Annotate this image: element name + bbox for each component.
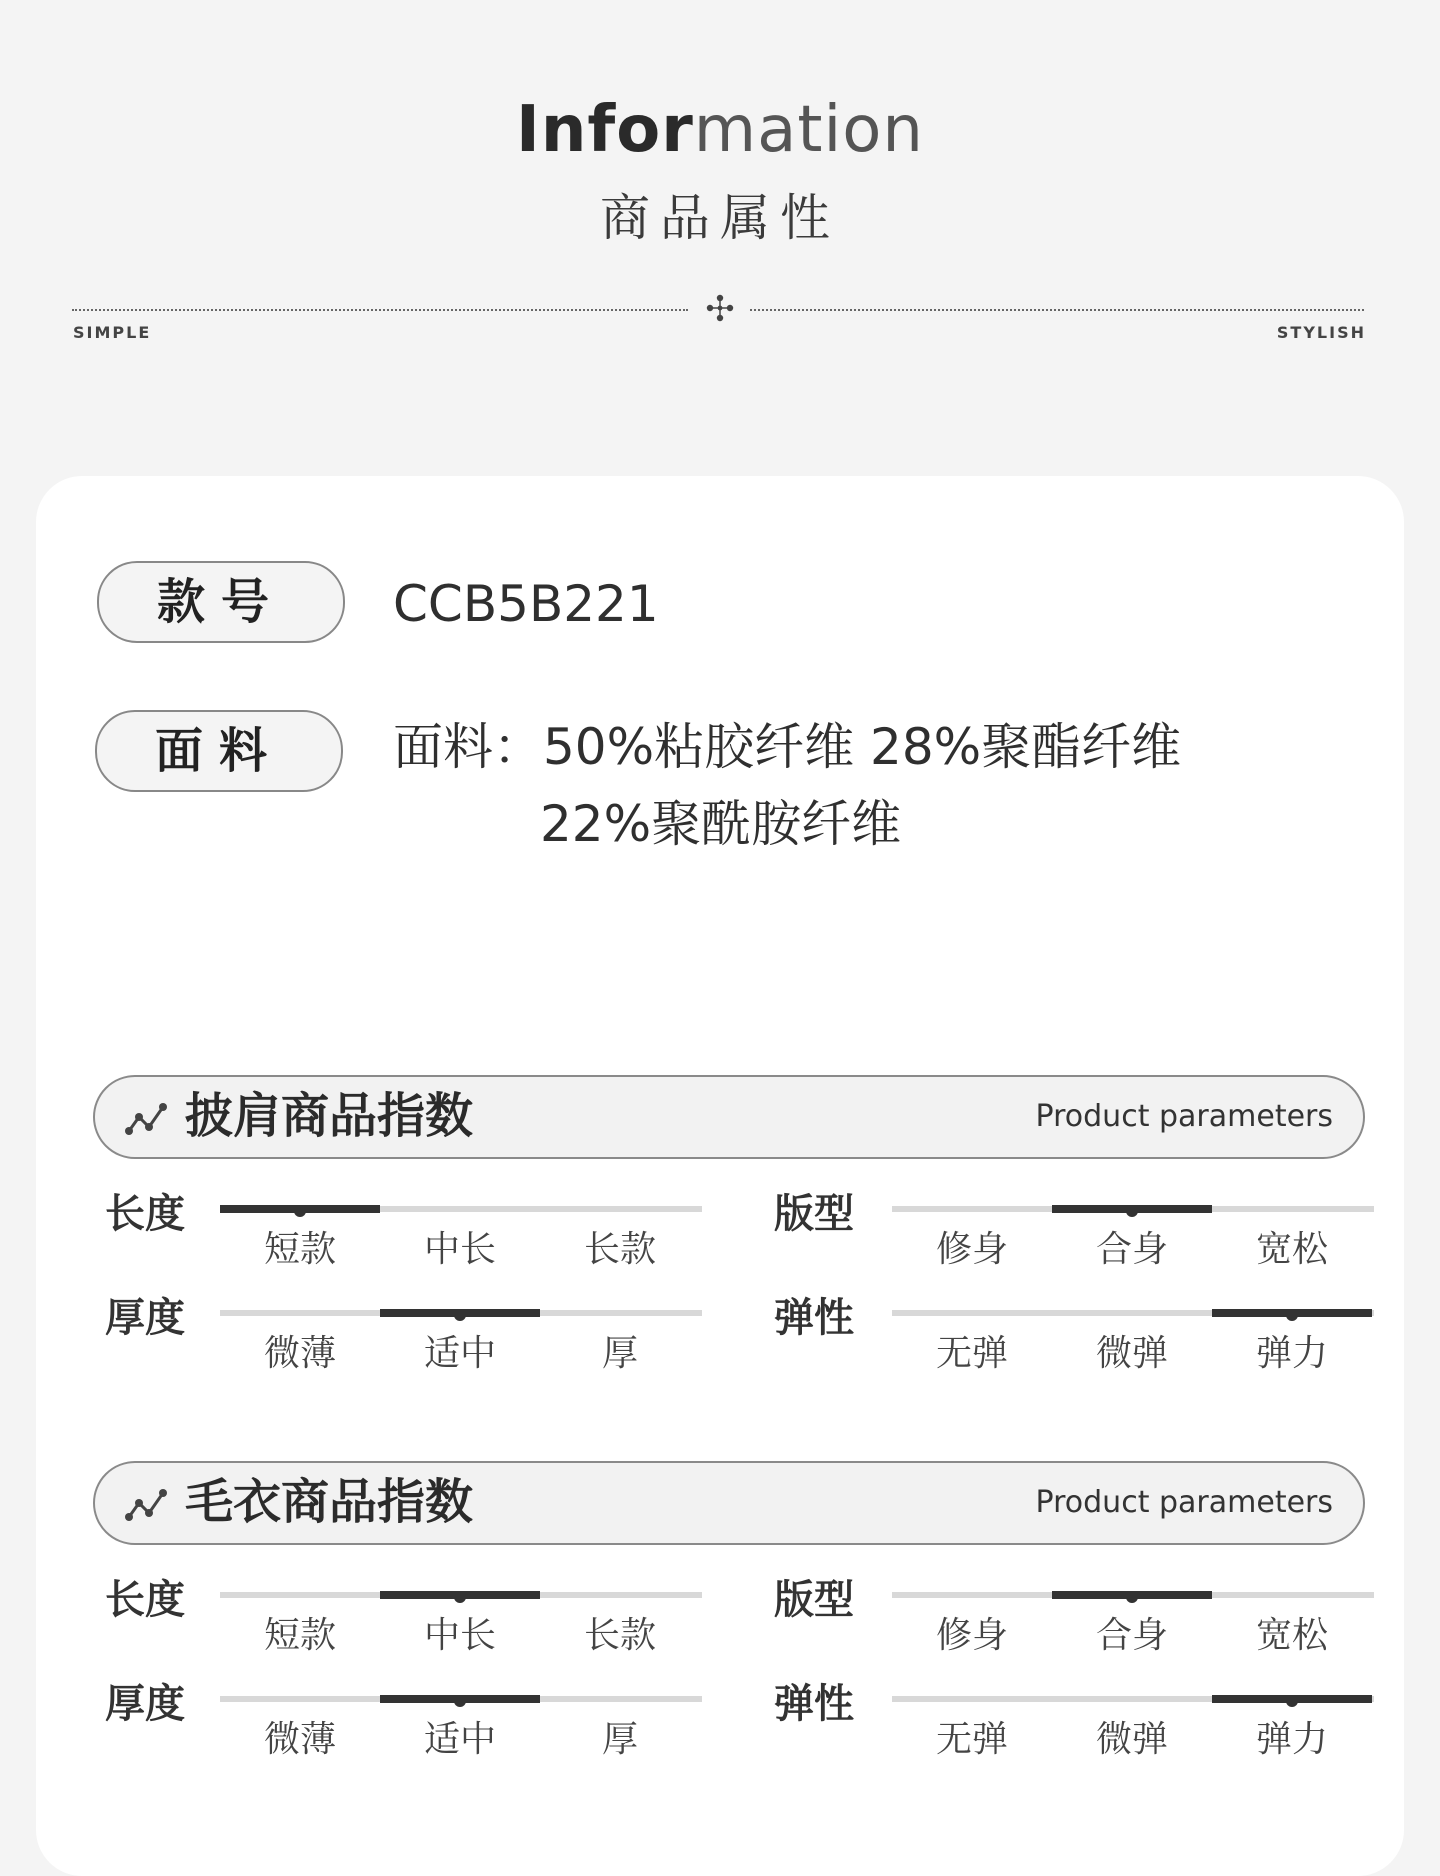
style-number-label: 款号 — [97, 561, 345, 643]
section-subtitle: Product parameters — [1035, 1099, 1333, 1134]
section-shawl-header — [93, 1075, 1365, 1159]
trend-chart-icon — [123, 1485, 171, 1525]
tag-stylish: STYLISH — [1276, 323, 1366, 342]
param-option: 中长 — [423, 1229, 496, 1270]
param-indicator — [1212, 1695, 1372, 1703]
param-indicator — [380, 1309, 540, 1317]
param-scale — [892, 1696, 1374, 1760]
param-scale — [892, 1310, 1374, 1374]
param-option: 微薄 — [263, 1719, 336, 1760]
fabric-label: 面料 — [95, 710, 343, 792]
param-label: 版型 — [774, 1191, 854, 1237]
param-option: 短款 — [263, 1615, 336, 1656]
page-subtitle: 商品属性 — [600, 189, 840, 247]
title-bold: Infor — [516, 93, 694, 167]
fabric-value-line1: 面料：50%粘胶纤维 28%聚酯纤维 — [393, 718, 1182, 776]
param-label: 厚度 — [105, 1681, 185, 1727]
param-label: 弹性 — [774, 1295, 854, 1341]
param-scale — [220, 1696, 702, 1760]
divider-left — [72, 309, 688, 311]
param-option: 适中 — [423, 1719, 496, 1760]
param-option: 无弹 — [935, 1719, 1008, 1760]
param-option: 适中 — [423, 1333, 496, 1374]
param-scale — [892, 1206, 1374, 1270]
param-label: 版型 — [774, 1577, 854, 1623]
param-option: 宽松 — [1255, 1229, 1328, 1270]
param-label: 长度 — [105, 1191, 185, 1237]
param-option: 长款 — [583, 1229, 656, 1270]
param-scale — [220, 1310, 702, 1374]
param-label: 弹性 — [774, 1681, 854, 1727]
param-option: 短款 — [263, 1229, 336, 1270]
param-option: 微薄 — [263, 1333, 336, 1374]
param-option: 无弹 — [935, 1333, 1008, 1374]
param-scale — [220, 1592, 702, 1656]
param-option: 微弹 — [1095, 1333, 1168, 1374]
param-indicator — [1052, 1591, 1212, 1599]
divider-right — [750, 309, 1364, 311]
style-number-value: CCB5B221 — [393, 575, 659, 633]
ornament-icon — [704, 292, 736, 324]
param-option: 中长 — [423, 1615, 496, 1656]
param-option: 修身 — [935, 1229, 1008, 1270]
fabric-value-line2: 22%聚酰胺纤维 — [540, 795, 902, 853]
param-indicator — [220, 1205, 380, 1213]
param-scale — [220, 1206, 702, 1270]
param-option: 厚 — [601, 1719, 638, 1760]
param-option: 合身 — [1095, 1615, 1168, 1656]
param-option: 长款 — [583, 1615, 656, 1656]
param-option: 合身 — [1095, 1229, 1168, 1270]
param-option: 宽松 — [1255, 1615, 1328, 1656]
param-scale — [892, 1592, 1374, 1656]
tag-simple: SIMPLE — [73, 323, 152, 342]
param-option: 弹力 — [1255, 1719, 1328, 1760]
section-subtitle: Product parameters — [1035, 1485, 1333, 1520]
param-option: 修身 — [935, 1615, 1008, 1656]
section-sweater-header — [93, 1461, 1365, 1545]
param-label: 长度 — [105, 1577, 185, 1623]
param-option: 微弹 — [1095, 1719, 1168, 1760]
param-option: 弹力 — [1255, 1333, 1328, 1374]
param-indicator — [380, 1591, 540, 1599]
section-title: 披肩商品指数 — [185, 1088, 474, 1144]
param-indicator — [1052, 1205, 1212, 1213]
param-indicator — [1212, 1309, 1372, 1317]
page-title — [0, 92, 1440, 168]
trend-chart-icon — [123, 1099, 171, 1139]
param-label: 厚度 — [105, 1295, 185, 1341]
section-title: 毛衣商品指数 — [185, 1474, 474, 1530]
param-indicator — [380, 1695, 540, 1703]
title-light: mation — [693, 93, 924, 167]
info-card — [36, 476, 1404, 1876]
param-option: 厚 — [601, 1333, 638, 1374]
